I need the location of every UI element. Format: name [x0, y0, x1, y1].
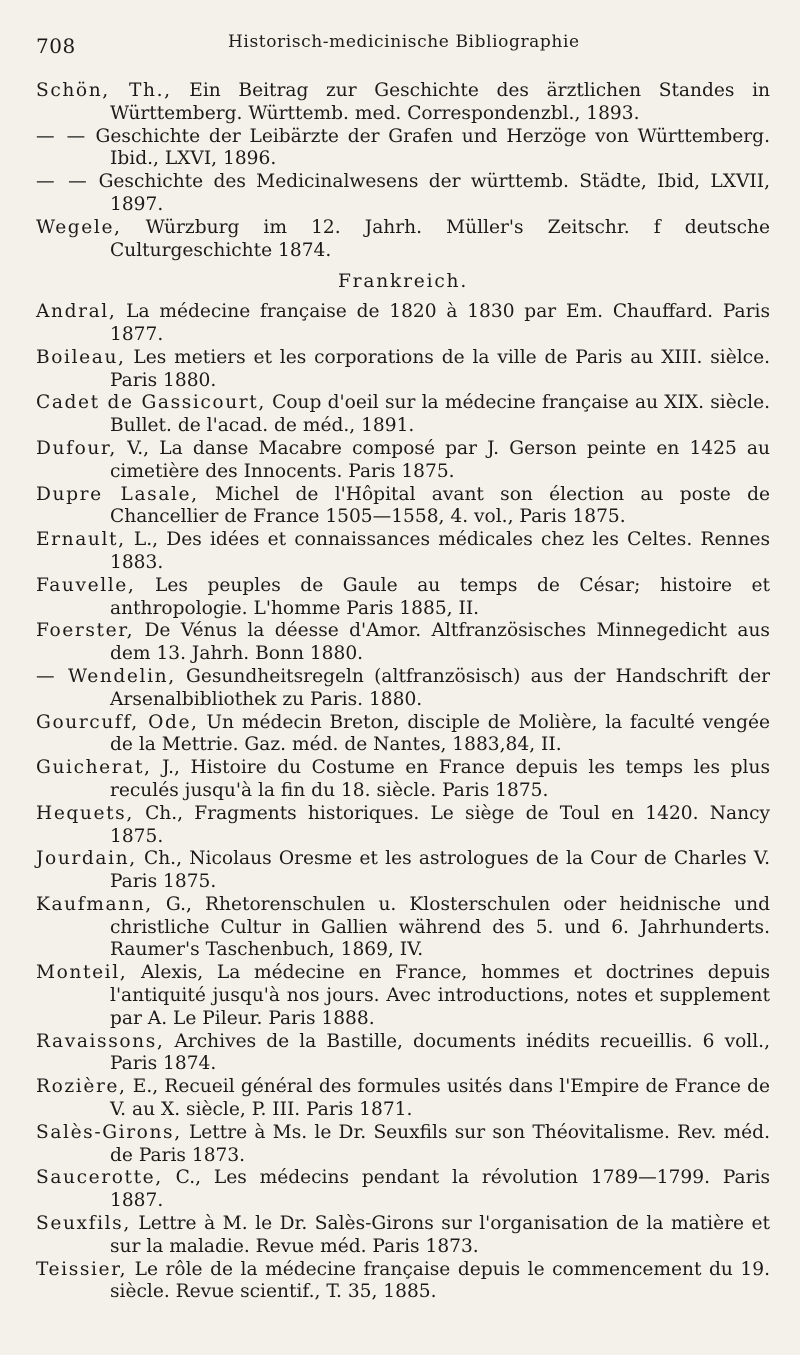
- running-title: Historisch-medicinische Bibliographie: [228, 32, 580, 52]
- bibliography-entry: [36, 666, 770, 712]
- bibliography-entry: [36, 1076, 770, 1122]
- bibliography-body: [36, 80, 770, 1304]
- entry-author: Guicherat,: [36, 757, 152, 779]
- entry-text: Ch., Fragments historiques. Le siège de Toul en 1420. Nancy 1875.: [110, 802, 770, 847]
- entry-author: Ravaissons,: [36, 1030, 165, 1052]
- section-title: Frankreich.: [337, 271, 469, 293]
- entry-author: Dupre Lasale,: [36, 483, 199, 505]
- entry-author: Gourcuff, Ode,: [36, 711, 199, 733]
- entry-author: Rozière,: [36, 1076, 127, 1098]
- bibliography-entry: [36, 712, 770, 758]
- entry-text: Alexis, La médecine en France, hommes et doctrines depuis l'antiquité jusqu'à nos jours. Avec introductions, notes et supplement par A. Le Pileur. Paris 1888.: [110, 962, 770, 1029]
- entry-text: G., Rhetorenschulen u. Klosterschulen oder heidnische und christliche Cultur in Gallien während des 5. und 6. Jahrhunderts. Raumer's Taschenbuch, 1869, IV.: [110, 893, 770, 961]
- entry-text: L., Des idées et connaissances médicales chez les Celtes. Rennes 1883.: [110, 529, 770, 573]
- bibliography-entry: [36, 484, 770, 530]
- entry-author: Jourdain,: [36, 848, 137, 870]
- entry-text: E., Recueil général des formules usités dans l'Empire de France de V. au X. siècle, P. III. Paris 1871.: [110, 1076, 770, 1121]
- bibliography-entry: [36, 803, 770, 849]
- entry-text: Un médecin Breton, disciple de Molière, la faculté vengée de la Mettrie. Gaz. méd. de Nantes, 1883,84, II.: [110, 711, 770, 756]
- entry-text: J., Histoire du Costume en France depuis les temps les plus reculés jusqu'à la fin du 18. siècle. Paris 1875.: [110, 757, 770, 801]
- entry-text: De Vénus la déesse d'Amor. Altfranzösisches Minnegedicht aus dem 13. Jahrh. Bonn 1880.: [110, 620, 770, 665]
- entry-text: C., Les médecins pendant la révolution 1789—1799. Paris 1887.: [110, 1167, 770, 1212]
- entry-author: Seuxfils,: [36, 1213, 131, 1235]
- bibliography-entry: [36, 347, 770, 393]
- entry-author: Teissier,: [36, 1258, 128, 1280]
- entry-text: Gesundheitsregeln (altfranzösisch) aus der Handschrift der Arsenalbibliothek zu Paris. 1880.: [110, 665, 770, 710]
- entry-text: Ein Beitrag zur Geschichte des ärztlichen Standes in Württemberg. Württemb. med. Correspondenzbl., 1893.: [110, 80, 770, 124]
- entry-author: Cadet de Gassicourt,: [36, 392, 266, 414]
- entry-author: — —: [36, 171, 89, 193]
- entry-text: Les metiers et les corporations de la ville de Paris au XIII. sièlce. Paris 1880.: [110, 346, 770, 391]
- bibliography-list-germany: [36, 80, 770, 262]
- entry-text: V., La danse Macabre composé par J. Gerson peinte en 1425 au cimetière des Innocents. Paris 1875.: [110, 437, 770, 482]
- bibliography-entry: [36, 620, 770, 666]
- bibliography-entry: [36, 80, 770, 126]
- entry-author: Fauvelle,: [36, 574, 136, 596]
- bibliography-list-france: [36, 301, 770, 1304]
- bibliography-entry: [36, 438, 770, 484]
- entry-text: Les peuples de Gaule au temps de César; histoire et anthropologie. L'homme Paris 1885, II.: [110, 574, 771, 619]
- entry-author: Hequets,: [36, 802, 134, 824]
- entry-text: Michel de l'Hôpital avant son élection au poste de Chancellier de France 1505—1558, 4. vol., Paris 1875.: [110, 483, 770, 528]
- entry-text: Lettre à M. le Dr. Salès-Girons sur l'organisation de la matière et sur la maladie. Revue méd. Paris 1873.: [110, 1213, 771, 1257]
- entry-author: Kaufmann,: [36, 893, 153, 915]
- entry-author: Saucerotte,: [36, 1167, 163, 1189]
- entry-text: Le rôle de la médecine française depuis le commencement du 19. siècle. Revue scientif., T. 35, 1885.: [110, 1258, 770, 1303]
- entry-author: — Wendelin,: [36, 665, 176, 687]
- bibliography-entry: [36, 575, 770, 621]
- bibliography-entry: [36, 1167, 770, 1213]
- entry-text: Coup d'oeil sur la médecine française au XIX. siècle. Bullet. de l'acad. de méd., 1891.: [110, 392, 770, 437]
- bibliography-entry: [36, 301, 770, 347]
- bibliography-entry: [36, 126, 770, 172]
- bibliography-entry: [36, 894, 770, 962]
- entry-text: Lettre à Ms. le Dr. Seuxfils sur son Théovitalisme. Rev. méd. de Paris 1873.: [110, 1121, 770, 1166]
- entry-text: Ch., Nicolaus Oresme et les astrologues de la Cour de Charles V. Paris 1875.: [110, 848, 770, 893]
- entry-author: Wegele,: [36, 216, 122, 238]
- bibliography-entry: [36, 962, 770, 1030]
- bibliography-entry: [36, 1213, 770, 1259]
- entry-author: Schön, Th.,: [36, 80, 172, 101]
- entry-author: Dufour,: [36, 437, 117, 459]
- entry-text: Geschichte der Leibärzte der Grafen und Herzöge von Württemberg. Ibid., LXVI, 1896.: [95, 125, 770, 170]
- page-header: [36, 30, 764, 64]
- entry-text: Geschichte des Medicinalwesens der württemb. Städte, Ibid, LXVII, 1897.: [98, 171, 770, 215]
- entry-author: Boileau,: [36, 346, 126, 368]
- entry-author: Salès-Girons,: [36, 1121, 182, 1143]
- bibliography-entry: [36, 1031, 770, 1077]
- entry-text: La médecine française de 1820 à 1830 par Em. Chauffard. Paris 1877.: [110, 301, 770, 345]
- page-number: 708: [36, 34, 76, 58]
- bibliography-entry: [36, 1122, 770, 1168]
- bibliography-entry: [36, 171, 770, 217]
- entry-author: Monteil,: [36, 962, 128, 984]
- entry-text: Würzburg im 12. Jahrh. Müller's Zeitschr. f deutsche Culturgeschichte 1874.: [110, 216, 770, 261]
- entry-author: — —: [36, 125, 87, 147]
- bibliography-entry: [36, 392, 770, 438]
- bibliography-entry: [36, 529, 770, 575]
- entry-author: Andral,: [36, 301, 117, 323]
- entry-text: Archives de la Bastille, documents inédits recueillis. 6 voll., Paris 1874.: [110, 1030, 770, 1075]
- entry-author: Foerster,: [36, 620, 135, 642]
- bibliography-entry: [36, 1259, 770, 1305]
- bibliography-entry: [36, 757, 770, 803]
- bibliography-entry: [36, 217, 770, 263]
- bibliography-entry: [36, 848, 770, 894]
- entry-author: Ernault,: [36, 529, 126, 551]
